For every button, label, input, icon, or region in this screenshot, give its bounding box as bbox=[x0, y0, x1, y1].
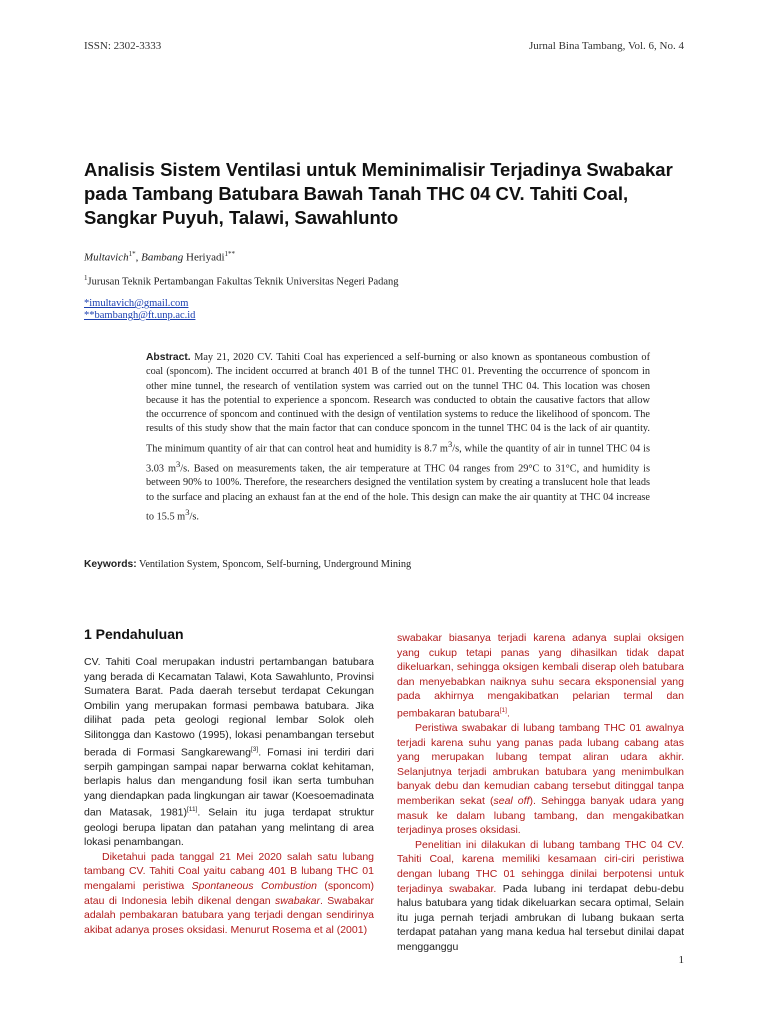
paper-title: Analisis Sistem Ventilasi untuk Meminimalisir Terjadinya Swabakar pada Tambang Batubara Bawah Tanah THC 04 CV. Tahiti Coal, Sangkar Puyuh, Talawi, Sawahlunto bbox=[84, 159, 673, 228]
text-run: Pada lubang ini terdapat debu-debu halus batubara yang tidak dikeluarkan secara optimal, Selain itu juga pernah terjadi ambrukan di lubang bukaan serta terdapat patahan yang mana kedua hal tersebut dinilai dapat mengganggu bbox=[397, 882, 684, 953]
abstract-part-4: /s. bbox=[189, 511, 199, 523]
authors bbox=[84, 250, 235, 264]
citation: [3] bbox=[250, 745, 259, 753]
text-run: . Swabakar adalah pembakaran batubara yang terjadi dengan sendirinya akibat adanya proses oksidasi. Menurut Rosema et al (2001) bbox=[84, 894, 374, 936]
right-column bbox=[397, 631, 684, 955]
author-1-name: Multavich bbox=[84, 251, 129, 264]
abstract-sup-1: 3 bbox=[447, 438, 453, 449]
text-run: . Fomasi ini terdiri dari serpih gampingan sampai napar berwarna coklat kehitaman, berlapis halus dan mengandung fosil ikan serta tumbuhan yang diendapkan pada lingkungan air tawar (Koesoemadinata dan Matasak, 1981) bbox=[84, 746, 375, 819]
text-run: Diketahui pada tanggal 21 Mei 2020 salah satu lubang tambang CV. Tahiti Coal yaitu cabang 401 B lubang THC 01 mengalami peristiwa bbox=[84, 850, 374, 892]
left-column bbox=[84, 655, 374, 937]
journal-header: Jurnal Bina Tambang, Vol. 6, No. 4 bbox=[528, 40, 684, 52]
paragraph bbox=[397, 721, 684, 838]
paragraph bbox=[397, 631, 684, 721]
abstract-part-3: /s. Based on measurements taken, the air temperature at THC 04 ranges from 29°C to 31°C, and humidity is between 90% to 100%. Therefore, the researchers designed the ventilation system by creating a translucent hole that leads to the surface and placing an exhaust fan at the end of the hole. This design can make the air quantity at THC 04 increase to 15.5 m bbox=[146, 462, 650, 523]
abstract-sup-3: 3 bbox=[185, 506, 190, 517]
section-heading: 1 Pendahuluan bbox=[84, 626, 184, 642]
text-run: Penelitian ini dilakukan di lubang tambang THC 04 CV. Tahiti Coal, karena memiliki kesamaan ciri-ciri peristiwa dengan lubang THC 01 sehingga dinilai berpotensi untuk terjadinya swabakar. bbox=[397, 838, 684, 895]
author-2-given: Bambang bbox=[141, 251, 184, 264]
affiliation-text: Jurusan Teknik Pertambangan Fakultas Teknik Universitas Negeri Padang bbox=[87, 276, 399, 288]
citation: [1] bbox=[499, 706, 507, 714]
citation: [11] bbox=[187, 806, 198, 814]
abstract-sup-2: 3 bbox=[176, 458, 181, 469]
text-run: . Selain itu juga terdapat struktur geologi berupa lipatan dan patahan yang melintang di area lokasi penambangan. bbox=[84, 806, 374, 849]
author-2-sup: 1** bbox=[224, 250, 236, 258]
italic-term: swabakar bbox=[275, 894, 320, 907]
email-list bbox=[84, 298, 195, 322]
text-run: (sponcom) atau di Indonesia lebih dikenal dengan bbox=[84, 879, 375, 907]
paragraph bbox=[397, 838, 684, 955]
email-link-1[interactable]: *imultavich@gmail.com bbox=[84, 298, 189, 309]
text-run: ). Sehingga banyak udara yang masuk ke dalam lubang tambang, dan mengakibatkan terjadinya proses oksidasi. bbox=[397, 795, 684, 837]
abstract-part-1: May 21, 2020 CV. Tahiti Coal has experienced a self-burning or also known as spontaneous combustion of coal (sponcom). The incident occurred at branch 401 B of the tunnel THC 01. Preventing the occurrence of sponcom in other mine tunnel, the research of ventilation system was carried out on the tunnel THC 04. This location was chosen because it has the potential to experience a sponcom. Research was conducted to obtain the causative factors that allow the occurrence of sponcom and continued with the design of ventilation systems to reduce the likelihood of sponcom. The results of this study show that the main factor that can conduce sponcom in the tunnel THC 04 is the lack of air quantity. The minimum quantity of air that can control heat and humidity is 8.7 m bbox=[146, 352, 650, 455]
text-run: CV. Tahiti Coal merupakan industri pertambangan batubara yang berada di Kecamatan Talawi, Kota Sawahlunto, Provinsi Sumatera Barat. Pada daerah tersebut terdapat Cekungan Ombilin yang merupakan formasi pembawa batubara. Jika dilihat pada peta geologi regional lembar Solok oleh Silitongga dan Kastowo (1995), lokasi penambangan tersebut berada di Formasi Sangkarewang bbox=[84, 656, 374, 759]
keywords bbox=[84, 559, 411, 570]
author-1-sup: 1* bbox=[128, 250, 136, 258]
page-number: 1 bbox=[678, 954, 684, 966]
paragraph bbox=[84, 655, 374, 850]
text-run: swabakar biasanya terjadi karena adanya suplai oksigen yang cukup tetapi panas yang dihasilkan tidak dapat dikeluarkan, sehingga oksigen kembali diserap oleh batubara dan menyebabkan naiknya suhu secara eksponensial yang pada akhirnya mengakibatkan pelarian termal dan pembakaran batubara bbox=[397, 632, 684, 720]
email-link-2[interactable]: **bambangh@ft.unp.ac.id bbox=[84, 310, 196, 321]
issn-header: ISSN: 2302-3333 bbox=[84, 40, 162, 52]
keywords-label: Keywords: bbox=[84, 559, 137, 570]
affiliation-sup: 1 bbox=[84, 274, 88, 282]
author-separator: , bbox=[135, 251, 142, 264]
abstract-label: Abstract. bbox=[146, 352, 191, 363]
abstract-part-2: /s, while the quantity of air in tunnel THC 04 is 3.03 m bbox=[146, 443, 650, 474]
text-run: Peristiwa swabakar di lubang tambang THC 01 awalnya terjadi karena suhu yang panas pada lubang cabang atas yang merupakan lubang tempat aliran udara akhir. Selanjutnya terjadi ambrukan batubara yang menimbulkan banyak debu dan kemudian cabang tersebut ditinggal tanpa memberikan sekat ( bbox=[397, 722, 684, 808]
abstract bbox=[146, 351, 650, 525]
affiliation bbox=[84, 274, 399, 288]
author-2-family: Heriyadi bbox=[183, 251, 225, 264]
text-run: . bbox=[506, 707, 510, 720]
italic-term: seal off bbox=[493, 795, 530, 808]
italic-term: Spontaneous Combustion bbox=[191, 879, 317, 892]
keywords-text: Ventilation System, Sponcom, Self-burning, Underground Mining bbox=[136, 559, 412, 570]
paragraph bbox=[84, 850, 374, 938]
